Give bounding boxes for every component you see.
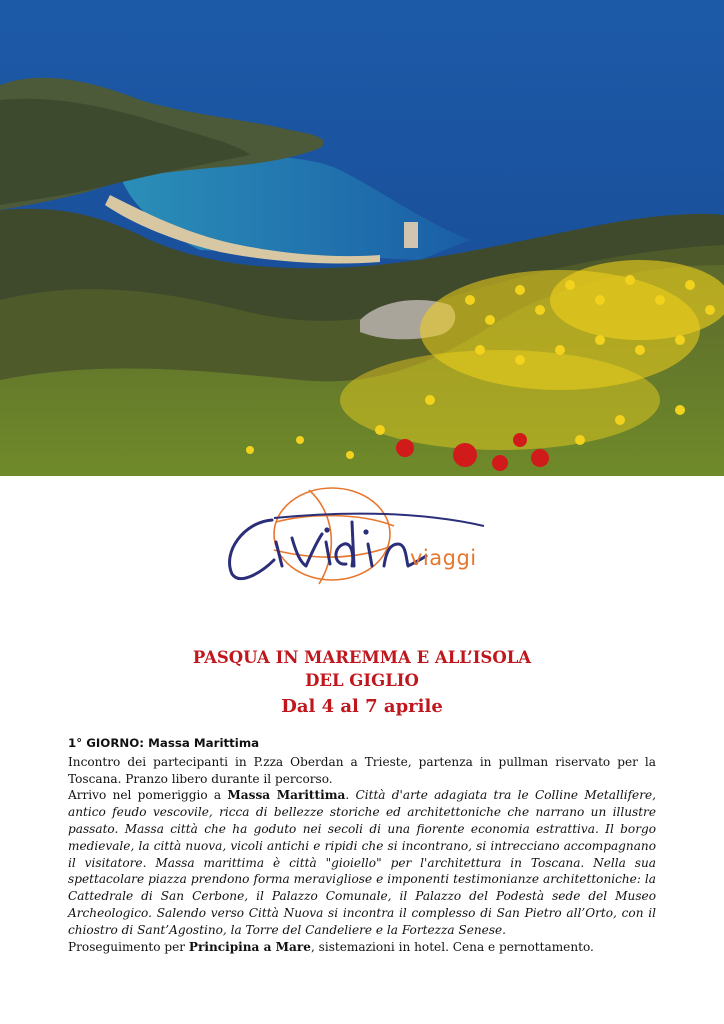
trip-dates: Dal 4 al 7 aprile bbox=[281, 696, 443, 717]
p2-description: Città d'arte adagiata tra le Colline Metallifere, antico feudo vescovile, ricca di bellezze storiche ed architettoniche che narrano un illustre passato. Massa città che ha goduto nei secoli di una fiorente economia estrattiva. Il borgo medievale, la città nuova, vicoli antichi e ripidi che si incontrano, si intrecciano accompagnano il visitatore. Massa marittima è città "gioiello" per l'architettura in Toscana. Nella sua spettacolare piazza prendono forma meravigliose e imponenti testimonianze architettoniche: la Cattedrale di San Cerbone, il Palazzo Comunale, il Palazzo del Podestà sede del Museo Archeologico. Salendo verso Città Nuova si incontra il complesso di San Pietro all’Orto, con il chiostro di Sant’Agostino, la Torre del Candeliere e la Fortezza Senese. bbox=[68, 788, 656, 937]
cividin-viaggi-logo bbox=[214, 482, 504, 590]
title-line-2: DEL GIGLIO bbox=[305, 671, 419, 690]
watch-tower bbox=[404, 222, 418, 248]
p3-intro: Proseguimento per bbox=[68, 939, 189, 954]
hero-photo bbox=[0, 0, 724, 476]
day-1-heading: 1° GIORNO: Massa Marittima bbox=[68, 736, 260, 750]
day-1-paragraph-2 bbox=[68, 787, 656, 938]
title-line-1: PASQUA IN MAREMMA E ALL’ISOLA bbox=[192, 648, 532, 667]
p3-place: Principina a Mare bbox=[188, 939, 311, 954]
day-1-paragraph-3 bbox=[68, 939, 656, 956]
p3-rest: , sistemazioni in hotel. Cena e pernottamento. bbox=[310, 939, 594, 954]
p2-place: Massa Marittima bbox=[227, 788, 346, 803]
day-1-program bbox=[68, 735, 656, 955]
trip-title bbox=[0, 646, 724, 720]
logo-mark bbox=[214, 482, 504, 590]
hero-landscape-illustration bbox=[0, 0, 724, 476]
day-1-paragraph-1: Incontro dei partecipanti in P.zza Oberdan a Trieste, partenza in pullman riservato per la Toscana. Pranzo libero durante il percorso. bbox=[68, 754, 656, 786]
p2-intro: Arrivo nel pomeriggio a bbox=[68, 788, 228, 803]
p2-dot: . bbox=[345, 788, 356, 803]
logo-subtitle: viaggi bbox=[410, 546, 477, 570]
